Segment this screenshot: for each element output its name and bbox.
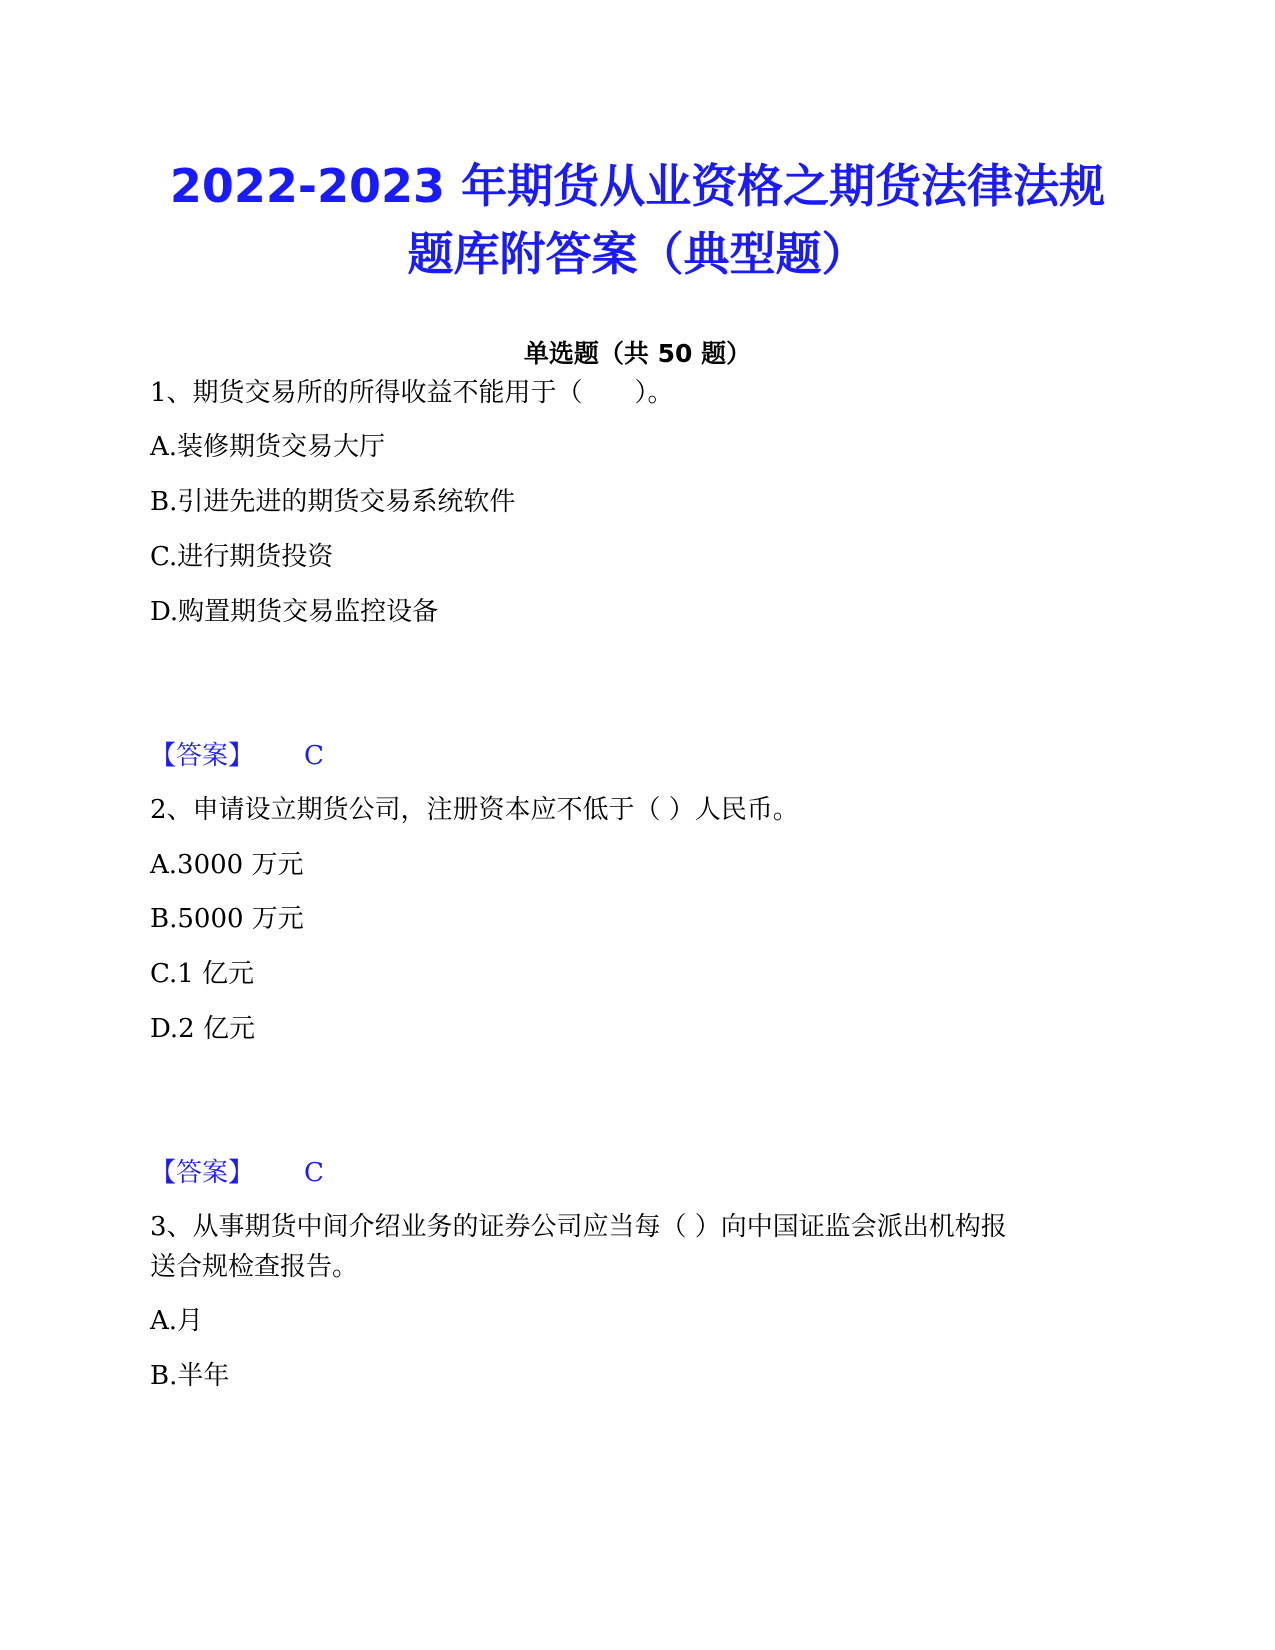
question-1-option-b: B.引进先进的期货交易系统软件 [150, 487, 516, 517]
question-1-answer [150, 737, 324, 775]
question-2-option-c: C.1 亿元 [150, 959, 255, 989]
question-3-stem-line-2: 送合规检查报告。 [150, 1252, 359, 1282]
question-3-option-b: B.半年 [150, 1361, 230, 1391]
question-2-stem: 2、申请设立期货公司，注册资本应不低于（ ）人民币。 [150, 795, 799, 825]
question-3-stem-line-1: 3、从事期货中间介绍业务的证券公司应当每（ ）向中国证监会派出机构报 [150, 1212, 1007, 1242]
question-1-option-d: D.购置期货交易监控设备 [150, 597, 439, 627]
answer-value: C [304, 741, 324, 771]
question-2-answer [150, 1154, 324, 1192]
answer-value: C [304, 1158, 324, 1188]
question-2-option-a: A.3000 万元 [150, 850, 304, 880]
question-1-stem: 1、期货交易所的所得收益不能用于（ ）。 [150, 378, 674, 408]
section-heading: 单选题（共 50 题） [523, 339, 752, 368]
answer-label: 【答案】 [150, 1158, 255, 1188]
question-1-option-c: C.进行期货投资 [150, 542, 334, 572]
document-title-line-2: 题库附答案（典型题） [407, 227, 868, 281]
question-1-option-a: A.装修期货交易大厅 [150, 432, 386, 462]
document-title-line-1: 2022-2023 年期货从业资格之期货法律法规 [169, 159, 1106, 213]
question-2-option-b: B.5000 万元 [150, 904, 304, 934]
question-3-option-a: A.月 [150, 1306, 204, 1336]
question-2-option-d: D.2 亿元 [150, 1014, 255, 1044]
answer-label: 【答案】 [150, 741, 255, 771]
